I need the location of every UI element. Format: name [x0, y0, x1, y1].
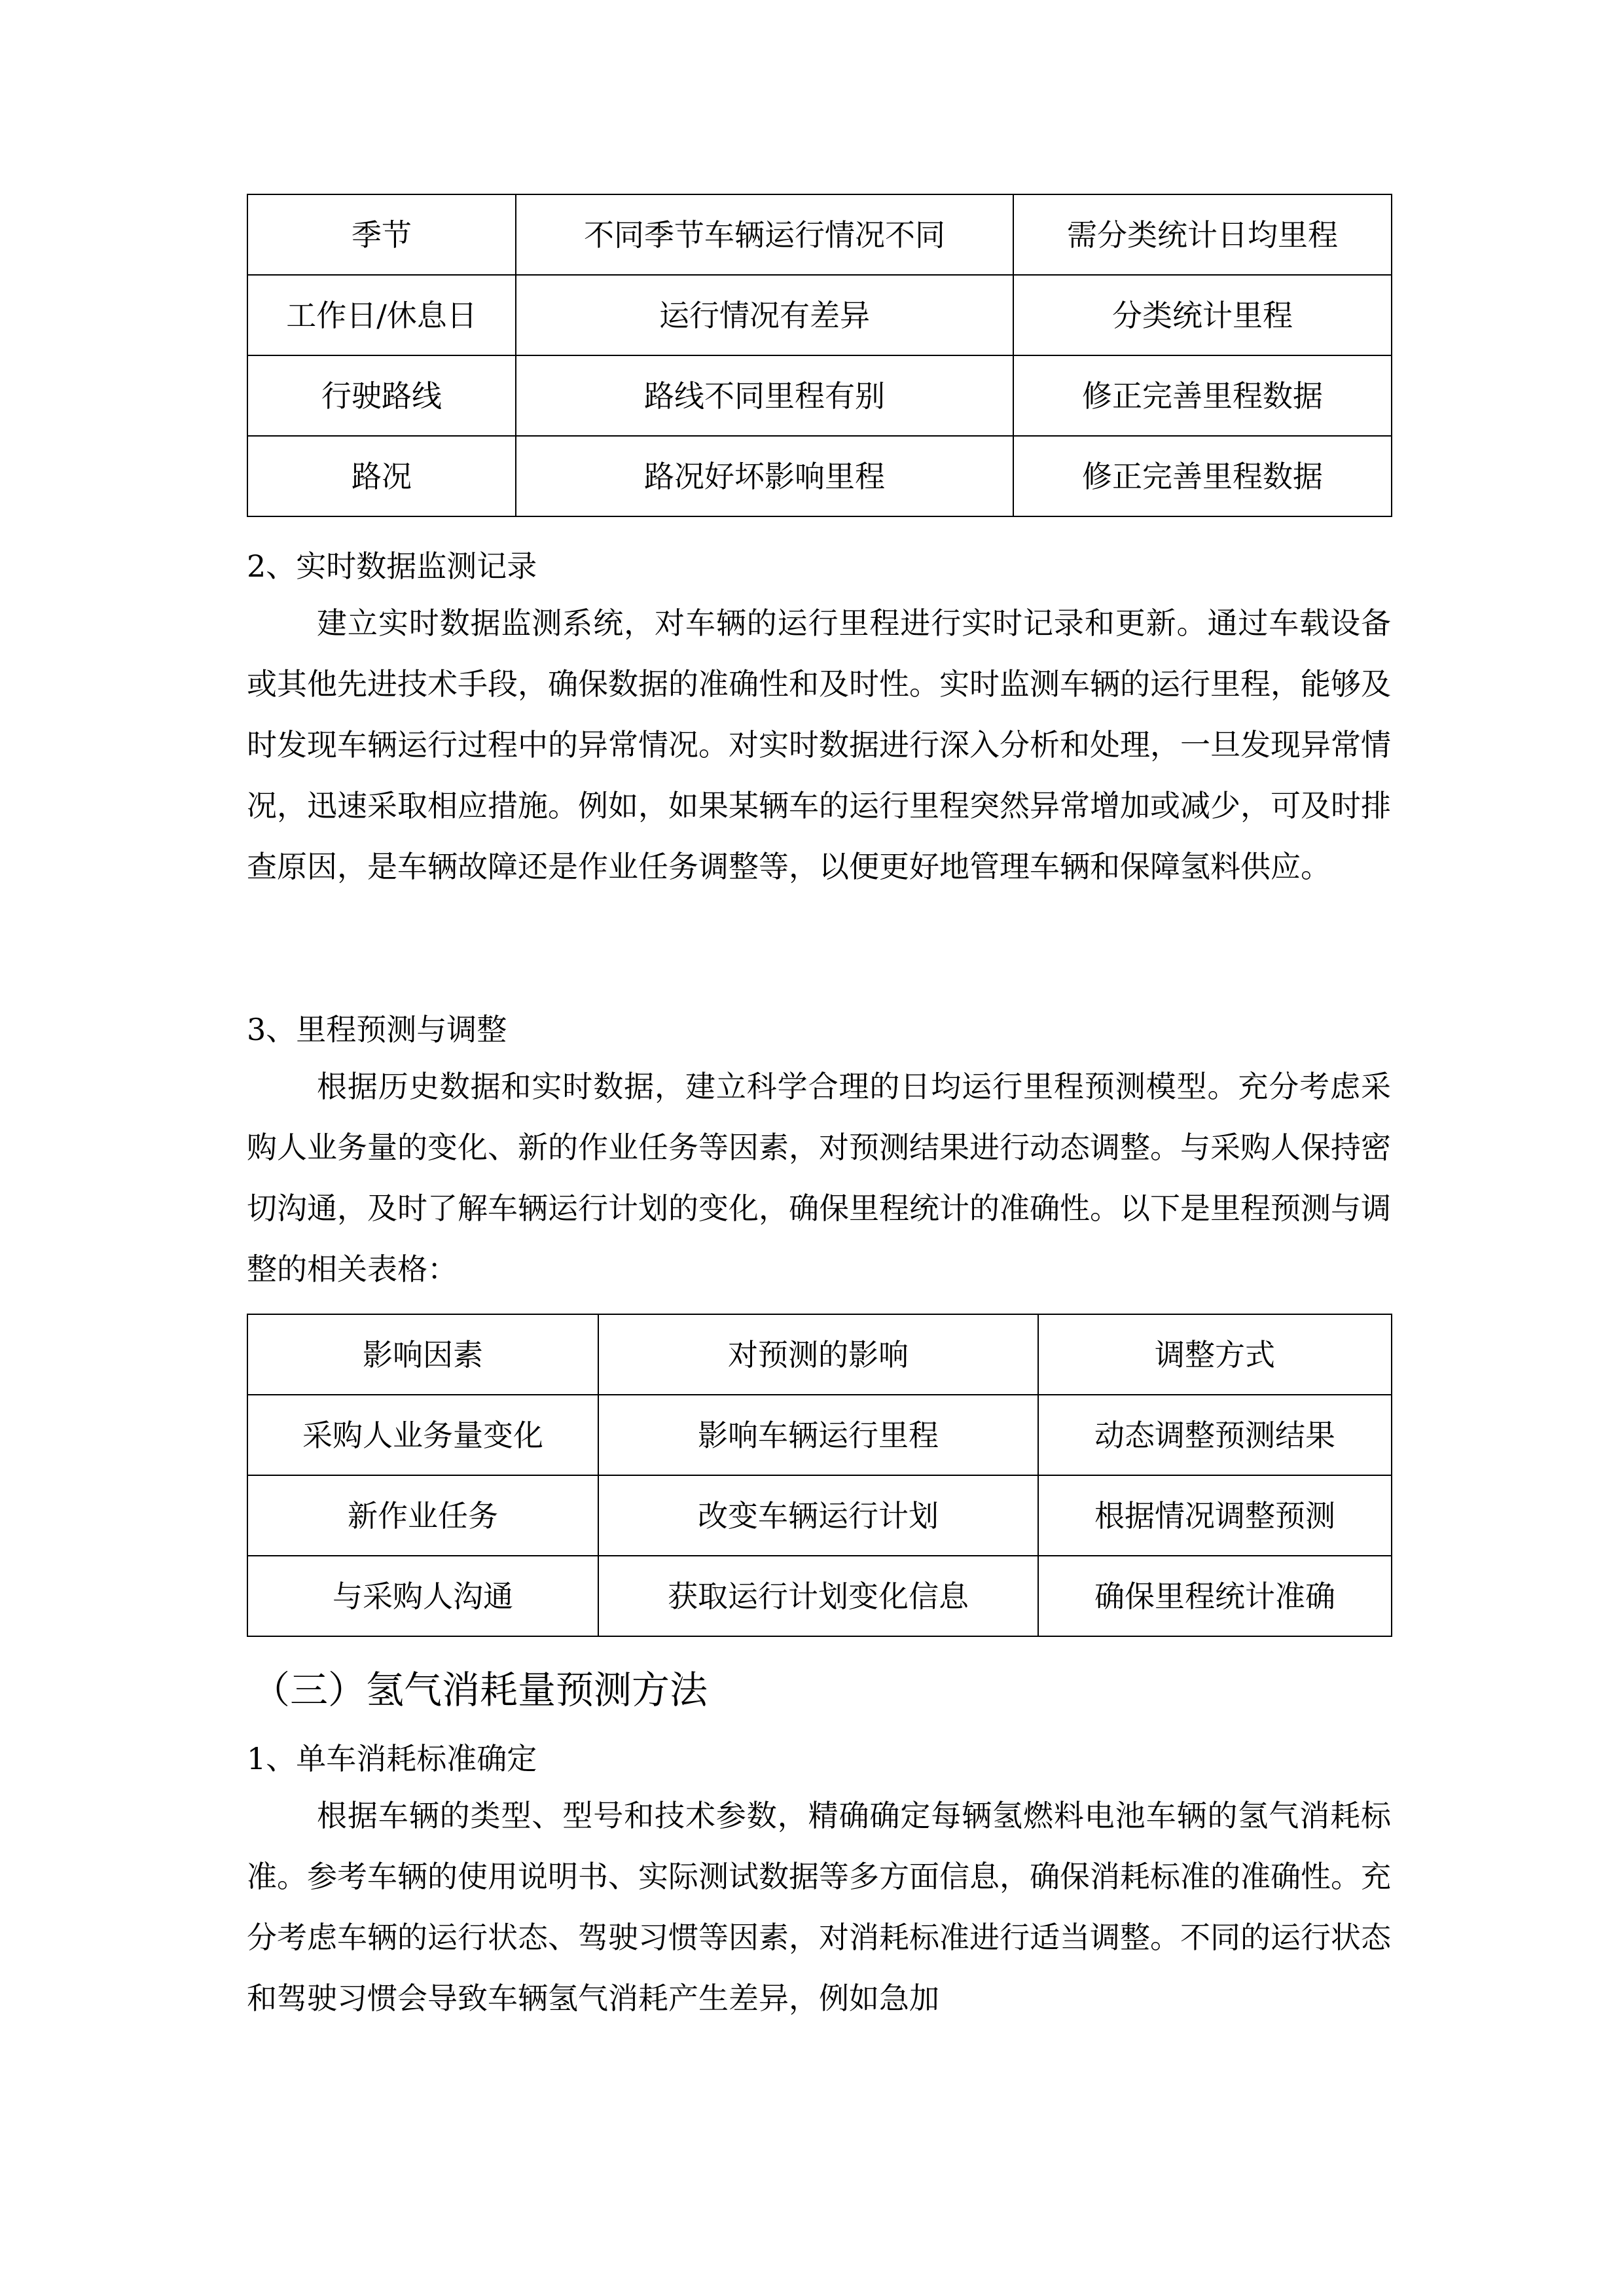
table-row [247, 275, 1392, 355]
table-cell: 动态调整预测结果 [1038, 1395, 1392, 1475]
table-cell: 行驶路线 [247, 355, 516, 436]
table-cell: 修正完善里程数据 [1013, 436, 1392, 516]
table-cell: 改变车辆运行计划 [598, 1475, 1038, 1556]
table-cell: 路况好坏影响里程 [516, 436, 1013, 516]
table-header-cell: 影响因素 [247, 1314, 598, 1395]
part-heading-hydrogen-consumption: （三）氢气消耗量预测方法 [252, 1668, 708, 1712]
table-cell: 影响车辆运行里程 [598, 1395, 1038, 1475]
table-row [247, 1556, 1392, 1636]
paragraph-mileage-prediction: 根据历史数据和实时数据，建立科学合理的日均运行里程预测模型。充分考虑采购人业务量的变化、新的作业任务等因素，对预测结果进行动态调整。与采购人保持密切沟通，及时了解车辆运行计划的变化，确保里程统计的准确性。以下是里程预测与调整的相关表格： [247, 1069, 1391, 1287]
table-cell: 根据情况调整预测 [1038, 1475, 1392, 1556]
table-header-cell: 对预测的影响 [598, 1314, 1038, 1395]
section-heading-consumption-standard: 1、单车消耗标准确定 [247, 1741, 537, 1776]
table-cell: 不同季节车辆运行情况不同 [516, 194, 1013, 275]
table-header-cell: 调整方式 [1038, 1314, 1392, 1395]
section-heading-realtime-monitoring: 2、实时数据监测记录 [247, 548, 537, 584]
table-row [247, 436, 1392, 516]
table-cell: 确保里程统计准确 [1038, 1556, 1392, 1636]
paragraph-consumption-standard: 根据车辆的类型、型号和技术参数，精确确定每辆氢燃料电池车辆的氢气消耗标准。参考车辆的使用说明书、实际测试数据等多方面信息，确保消耗标准的准确性。充分考虑车辆的运行状态、驾驶习惯等因素，对消耗标准进行适当调整。不同的运行状态和驾驶习惯会导致车辆氢气消耗产生差异，例如急加 [247, 1798, 1391, 2016]
mileage-factor-table [247, 194, 1392, 517]
paragraph-realtime-monitoring: 建立实时数据监测系统，对车辆的运行里程进行实时记录和更新。通过车载设备或其他先进技术手段，确保数据的准确性和及时性。实时监测车辆的运行里程，能够及时发现车辆运行过程中的异常情况。对实时数据进行深入分析和处理，一旦发现异常情况，迅速采取相应措施。例如，如果某辆车的运行里程突然异常增加或减少，可及时排查原因，是车辆故障还是作业任务调整等，以便更好地管理车辆和保障氢料供应。 [247, 605, 1391, 884]
table-cell: 修正完善里程数据 [1013, 355, 1392, 436]
table-cell: 采购人业务量变化 [247, 1395, 598, 1475]
table-cell: 需分类统计日均里程 [1013, 194, 1392, 275]
prediction-adjustment-table [247, 1314, 1392, 1637]
table-cell: 季节 [247, 194, 516, 275]
table-row [247, 1395, 1392, 1475]
table-row [247, 1475, 1392, 1556]
table-row [247, 355, 1392, 436]
table-cell: 路线不同里程有别 [516, 355, 1013, 436]
table-cell: 工作日/休息日 [247, 275, 516, 355]
table-row [247, 194, 1392, 275]
table-cell: 与采购人沟通 [247, 1556, 598, 1636]
section-heading-mileage-prediction: 3、里程预测与调整 [247, 1012, 507, 1047]
table-cell: 新作业任务 [247, 1475, 598, 1556]
table-cell: 路况 [247, 436, 516, 516]
table-header-row [247, 1314, 1392, 1395]
table-cell: 运行情况有差异 [516, 275, 1013, 355]
table-cell: 获取运行计划变化信息 [598, 1556, 1038, 1636]
table-cell: 分类统计里程 [1013, 275, 1392, 355]
